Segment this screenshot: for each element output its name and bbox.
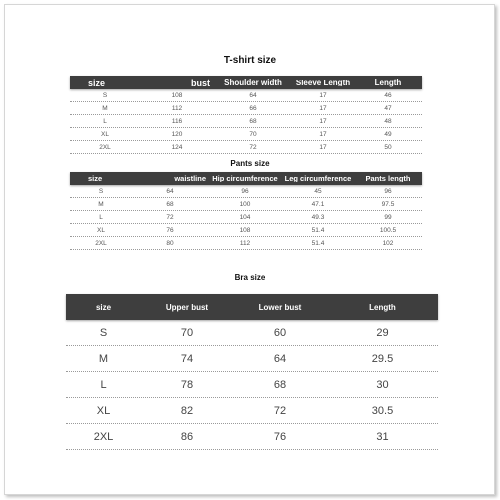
cell: 96 (384, 188, 392, 195)
cell: 100 (239, 201, 251, 208)
cell: 72 (166, 214, 174, 221)
pants-col-pants-length: Pants length (365, 175, 411, 182)
cell: 97.5 (381, 201, 395, 208)
table-row (66, 320, 438, 346)
bra-col-upper-bust: Upper bust (165, 302, 209, 312)
table-row (70, 185, 422, 198)
cell: L (99, 214, 103, 221)
tshirt-col-length: Length (374, 78, 402, 87)
cell: 124 (171, 144, 183, 151)
bra-size-table (66, 294, 438, 450)
cell: 108 (239, 227, 251, 234)
cell: 104 (239, 214, 251, 221)
tshirt-col-shoulder-width: Shoulder width (224, 78, 282, 87)
cell: 120 (171, 131, 183, 138)
table-row (66, 372, 438, 398)
cell: L (103, 118, 107, 125)
cell: 2XL (93, 431, 114, 443)
table-row (70, 224, 422, 237)
pants-col-hip-circumference: Hip circumference (212, 175, 278, 182)
cell: 72 (249, 144, 257, 151)
table-row (70, 89, 422, 102)
cell: 99 (384, 214, 392, 221)
cell: XL (96, 405, 111, 417)
cell: 17 (319, 92, 327, 99)
cell: 30.5 (371, 405, 394, 417)
cell: 76 (166, 227, 174, 234)
pants-header-row (70, 172, 422, 185)
cell: 17 (319, 131, 327, 138)
cell: 74 (180, 353, 194, 365)
cell: XL (97, 227, 105, 234)
table-row (66, 346, 438, 372)
cell: 17 (319, 144, 327, 151)
table-row (70, 141, 422, 154)
cell: 2XL (99, 144, 111, 151)
cell: 68 (273, 379, 287, 391)
cell: 48 (384, 118, 392, 125)
cell: 102 (382, 240, 394, 247)
cell: 112 (171, 105, 183, 112)
pants-col-leg-circumference: Leg circumference (284, 175, 352, 182)
table-row (70, 211, 422, 224)
cell: 96 (241, 188, 249, 195)
bra-body (66, 320, 438, 450)
cell: 49.3 (311, 214, 325, 221)
cell: 51.4 (311, 227, 325, 234)
bra-col-lower-bust: Lower bust (258, 302, 302, 312)
table-row (70, 102, 422, 115)
cell: M (98, 201, 104, 208)
tshirt-col-size: size (88, 77, 106, 88)
cell: M (102, 105, 108, 112)
cell: 112 (239, 240, 251, 247)
cell: S (98, 188, 104, 195)
bra-title: Bra size (234, 273, 266, 282)
cell: 76 (273, 431, 287, 443)
cell: 47.1 (311, 201, 325, 208)
bra-col-length: Length (369, 302, 396, 312)
pants-size-table (70, 172, 422, 250)
cell: 64 (166, 188, 174, 195)
cell: 64 (273, 353, 287, 365)
pants-title: Pants size (230, 159, 270, 168)
cell: 51.4 (311, 240, 325, 247)
cell: 29 (376, 327, 389, 339)
pants-body (70, 185, 422, 250)
table-row (70, 198, 422, 211)
cell: 82 (180, 405, 194, 417)
table-row (66, 398, 438, 424)
cell: 100.5 (379, 227, 397, 234)
cell: 30 (376, 379, 389, 391)
tshirt-header-row (70, 76, 422, 89)
tshirt-col-bust: bust (191, 77, 210, 88)
cell: 68 (166, 201, 174, 208)
cell: 31 (376, 431, 389, 443)
cell: 66 (249, 105, 257, 112)
tshirt-size-table (70, 76, 422, 154)
cell: 116 (171, 118, 183, 125)
cell: 70 (180, 327, 194, 339)
table-row (70, 115, 422, 128)
cell: 17 (319, 118, 327, 125)
table-row (66, 424, 438, 450)
cell: 17 (319, 105, 327, 112)
cell: 49 (384, 131, 392, 138)
cell: 72 (273, 405, 287, 417)
table-row (70, 128, 422, 141)
cell: 64 (249, 92, 257, 99)
bra-col-size: size (95, 302, 112, 312)
pants-col-waistline: waistline (174, 174, 206, 183)
cell: 60 (273, 327, 287, 339)
cell: 80 (166, 240, 174, 247)
cell: 45 (314, 188, 322, 195)
cell: 86 (180, 431, 194, 443)
cell: 78 (180, 379, 194, 391)
cell: L (100, 379, 107, 391)
cell: XL (101, 131, 109, 138)
cell: S (102, 92, 108, 99)
tshirt-body (70, 89, 422, 154)
cell: 29.5 (371, 353, 394, 365)
cell: 68 (249, 118, 257, 125)
table-row (70, 237, 422, 250)
cell: 50 (384, 144, 392, 151)
tshirt-title: T-shirt size (223, 55, 277, 66)
cell: S (99, 327, 108, 339)
bra-header-row (66, 294, 438, 320)
pants-col-size: size (88, 174, 103, 183)
cell: 70 (249, 131, 257, 138)
cell: 108 (171, 92, 183, 99)
cell: 2XL (95, 240, 107, 247)
tshirt-col-sleeve-length: Sleeve Length (295, 79, 351, 86)
cell: 46 (384, 92, 392, 99)
cell: M (98, 353, 109, 365)
cell: 47 (384, 105, 392, 112)
